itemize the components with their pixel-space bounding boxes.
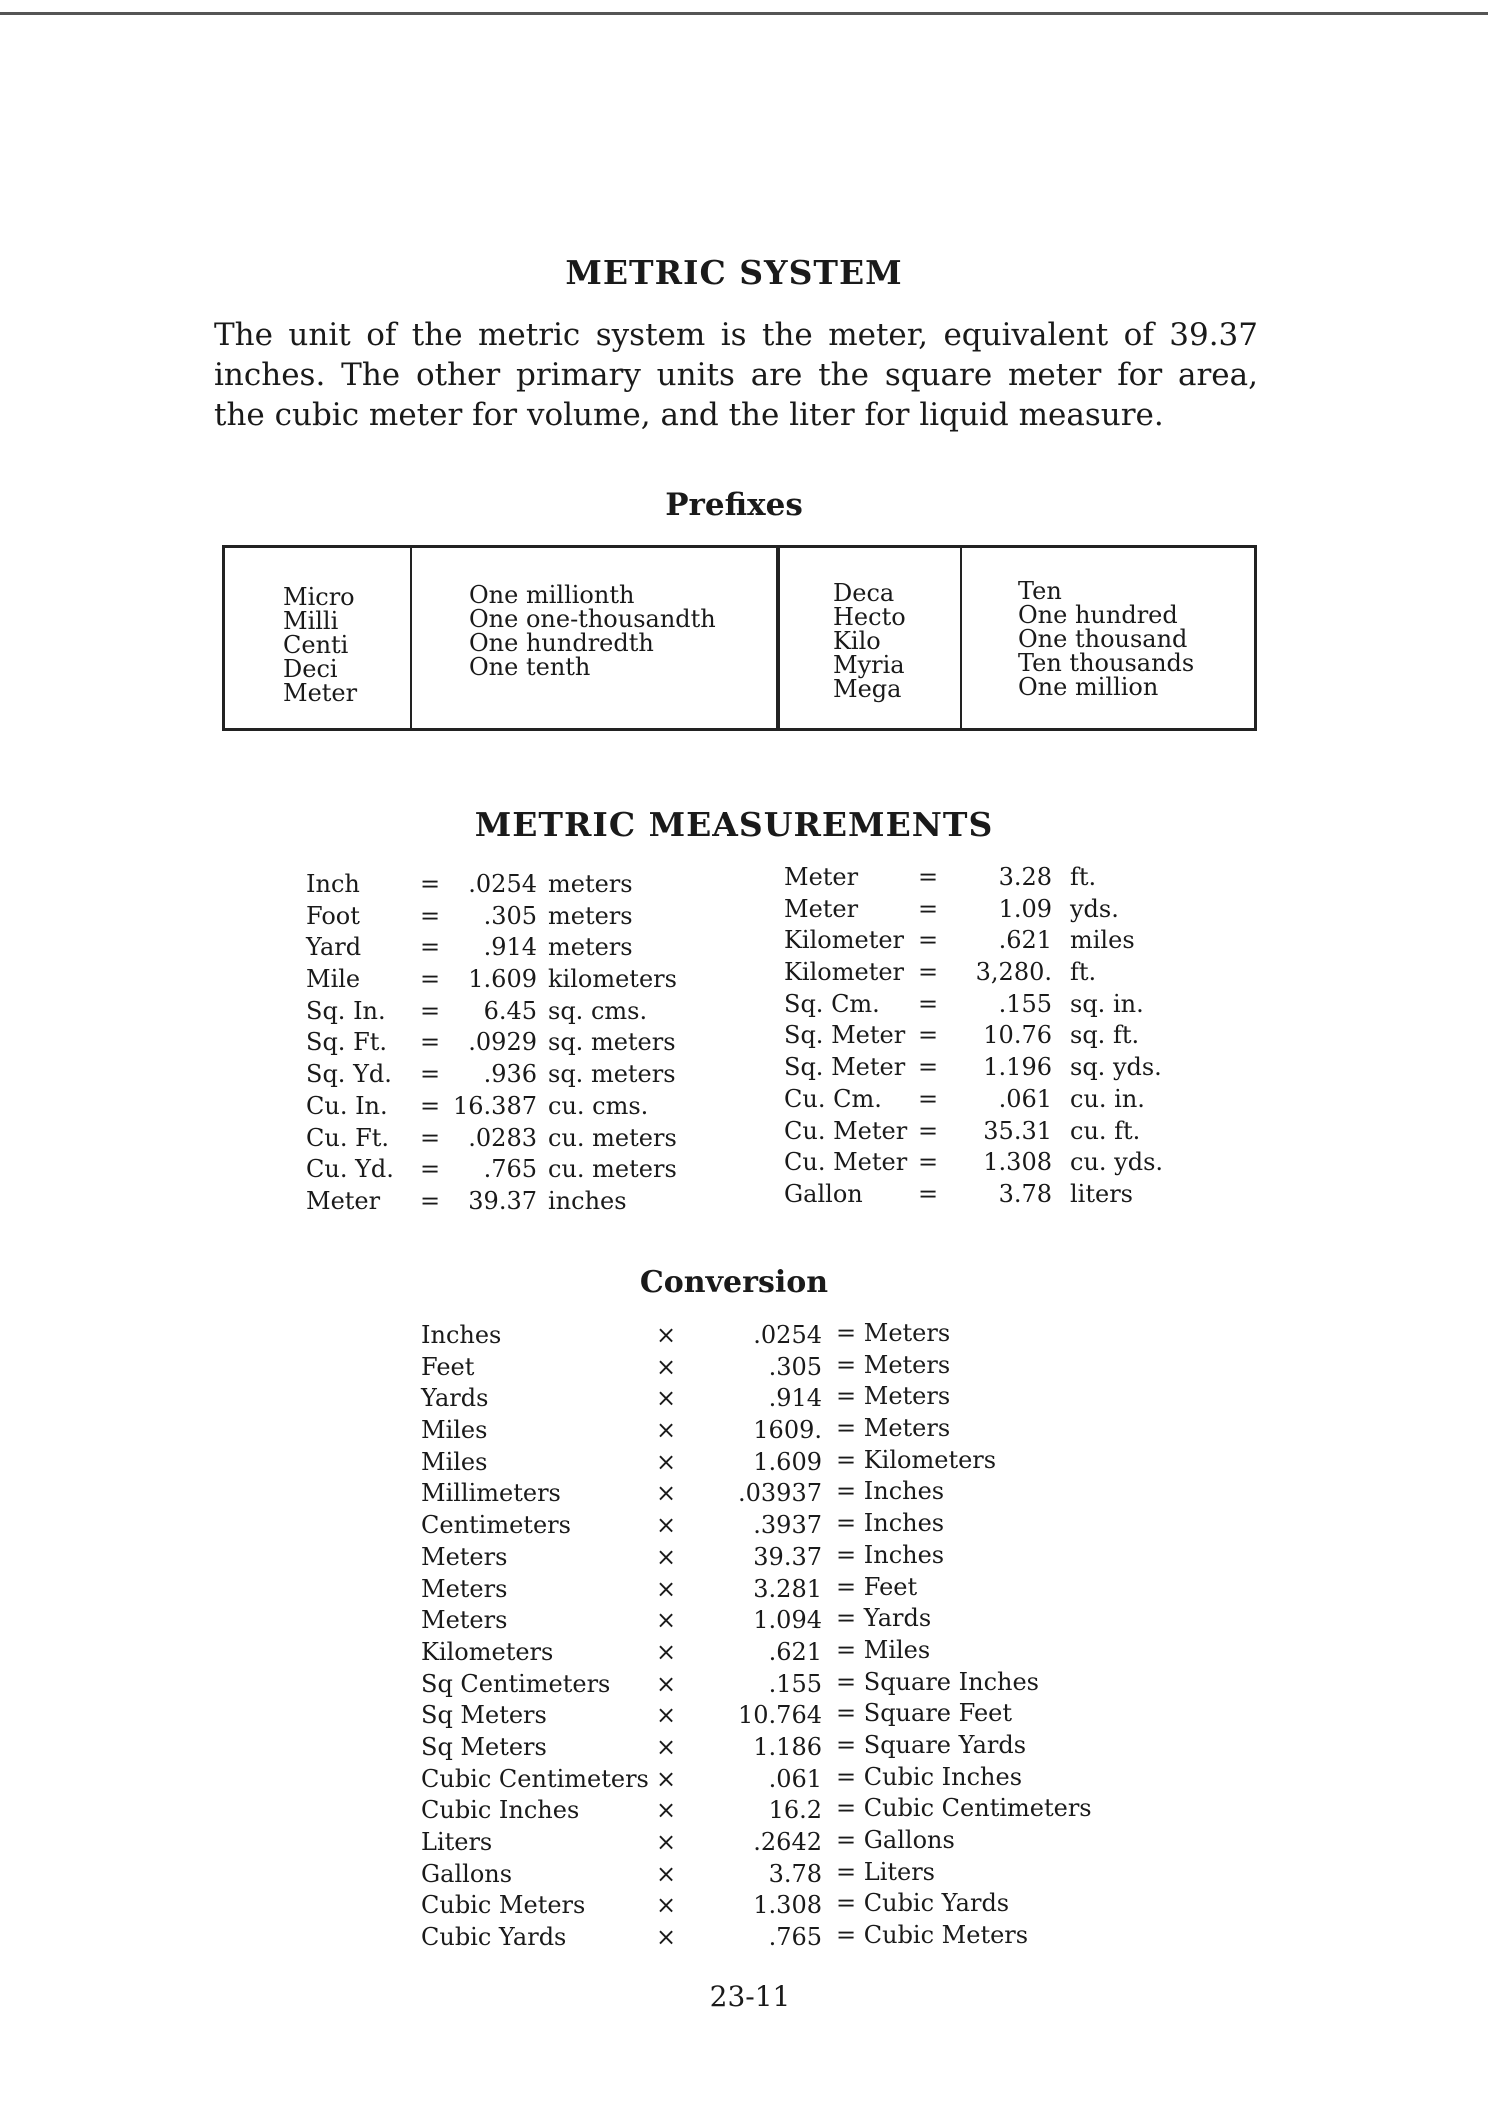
- meas-right-values: [940, 862, 1052, 1211]
- conv-to: [836, 1381, 1092, 1413]
- multiply-sign: ×: [656, 1479, 677, 1508]
- conv-factor: 1.094: [753, 1606, 822, 1635]
- meas-left-equals: [420, 869, 440, 1218]
- equals-sign: =: [836, 1857, 864, 1886]
- equals-sign: =: [836, 1540, 864, 1569]
- prefix-name: Myria: [833, 651, 905, 679]
- multiply-sign: ×: [656, 1637, 677, 1666]
- conv-factor: .3937: [753, 1511, 822, 1540]
- meas-value: 3,280.: [975, 958, 1052, 987]
- meas-value: 39.37: [468, 1186, 537, 1215]
- conv-times-column: [656, 1320, 676, 1954]
- equals-sign: =: [918, 926, 939, 955]
- conv-factor: 39.37: [753, 1542, 822, 1571]
- conv-from-column: [421, 1320, 649, 1954]
- conv-factor: 3.78: [768, 1859, 822, 1888]
- meas-target: sq. yds.: [1070, 1053, 1162, 1082]
- equals-sign: =: [918, 1116, 939, 1145]
- conv-factor: .155: [768, 1669, 822, 1698]
- meas-target: cu. yds.: [1070, 1148, 1164, 1177]
- conv-to: [836, 1730, 1092, 1762]
- equals-sign: =: [918, 989, 939, 1018]
- intro-paragraph: The unit of the metric system is the meter, equivalent of 39.37 inches. The other primary units are the square meter for area, the cubic meter for volume, and the liter for liquid measure.: [214, 317, 1258, 433]
- equals-sign: =: [420, 870, 441, 898]
- prefix-names-left: [283, 585, 357, 705]
- equals-sign: =: [420, 1123, 441, 1152]
- meas-target: cu. meters: [548, 1155, 677, 1184]
- meas-unit: Inch: [306, 870, 360, 898]
- meas-value: .061: [998, 1084, 1052, 1113]
- prefix-name: Hecto: [833, 603, 906, 631]
- equals-sign: =: [420, 965, 441, 994]
- conv-from: Cubic Yards: [421, 1923, 567, 1952]
- equals-sign: =: [918, 1021, 939, 1050]
- meas-unit: Sq. Yd.: [306, 1060, 392, 1089]
- prefix-meaning: One hundred: [1018, 601, 1178, 629]
- conv-to: [836, 1888, 1092, 1920]
- conv-to: [836, 1857, 1092, 1889]
- meas-target: cu. meters: [548, 1123, 677, 1152]
- conv-to: [836, 1572, 1092, 1604]
- conv-factor: 16.2: [768, 1796, 822, 1825]
- equals-sign: =: [836, 1889, 864, 1918]
- meas-unit: Sq. Ft.: [306, 1028, 387, 1057]
- meas-left-units: [306, 869, 394, 1218]
- meas-unit: Foot: [306, 901, 360, 930]
- prefix-name: Micro: [283, 583, 355, 611]
- meas-value: 1.09: [998, 894, 1052, 923]
- equals-sign: =: [918, 1053, 939, 1082]
- conv-target: Inches: [863, 1540, 945, 1569]
- prefix-name: Milli: [283, 607, 339, 635]
- equals-sign: =: [836, 1509, 864, 1538]
- meas-value: .914: [483, 933, 537, 962]
- conv-target: Miles: [863, 1635, 931, 1664]
- conv-factor: .914: [768, 1384, 822, 1413]
- conv-target: Meters: [863, 1414, 951, 1443]
- equals-sign: =: [836, 1794, 864, 1823]
- conv-target: Meters: [863, 1350, 951, 1379]
- meas-unit: Kilometer: [784, 958, 905, 987]
- equals-sign: =: [918, 863, 939, 891]
- conv-from: Meters: [421, 1542, 508, 1571]
- prefix-name: Meter: [283, 679, 358, 707]
- conv-factor: 1.186: [753, 1732, 822, 1761]
- prefix-name: Kilo: [833, 627, 881, 655]
- meas-value: 1.308: [983, 1148, 1052, 1177]
- meas-value: 1.609: [468, 965, 537, 994]
- meas-value: .155: [998, 989, 1052, 1018]
- conversion-heading: Conversion: [639, 1265, 829, 1300]
- multiply-sign: ×: [656, 1796, 677, 1825]
- conv-target: Cubic Centimeters: [863, 1794, 1092, 1823]
- conv-to: [836, 1318, 1092, 1350]
- multiply-sign: ×: [656, 1606, 677, 1635]
- prefix-name: Deca: [833, 579, 895, 607]
- equals-sign: =: [836, 1699, 864, 1728]
- conv-factor: .305: [768, 1352, 822, 1381]
- conv-from: Yards: [421, 1384, 489, 1413]
- meas-value: 3.28: [998, 863, 1052, 891]
- meas-target: meters: [548, 933, 633, 962]
- meas-unit: Cu. In.: [306, 1091, 388, 1120]
- conv-to: [836, 1540, 1092, 1572]
- conv-from: Cubic Centimeters: [421, 1764, 649, 1793]
- meas-unit: Meter: [784, 894, 859, 923]
- conv-to: [836, 1508, 1092, 1540]
- meas-value: .305: [483, 901, 537, 930]
- meas-target: sq. meters: [548, 1028, 676, 1057]
- conv-target: Inches: [863, 1509, 945, 1538]
- conv-to: [836, 1635, 1092, 1667]
- equals-sign: =: [918, 1179, 939, 1208]
- multiply-sign: ×: [656, 1859, 677, 1888]
- meas-unit: Sq. Cm.: [784, 989, 880, 1018]
- prefix-meaning: Ten: [1018, 577, 1062, 605]
- conv-target: Square Yards: [863, 1730, 1027, 1759]
- meas-unit: Cu. Ft.: [306, 1123, 390, 1152]
- conv-from: Gallons: [421, 1859, 513, 1888]
- conv-to: [836, 1793, 1092, 1825]
- meas-target: inches: [548, 1186, 627, 1215]
- conv-factor: .061: [768, 1764, 822, 1793]
- prefix-meanings-left: [469, 583, 716, 679]
- conv-target: Kilometers: [863, 1445, 997, 1474]
- equals-sign: =: [918, 1084, 939, 1113]
- conv-to: [836, 1698, 1092, 1730]
- meas-right-targets: [1070, 862, 1163, 1211]
- meas-target: meters: [548, 870, 633, 898]
- conv-target: Meters: [863, 1319, 951, 1347]
- conv-factor: .621: [768, 1637, 822, 1666]
- conv-from: Miles: [421, 1416, 488, 1445]
- conv-from: Miles: [421, 1447, 488, 1476]
- table-divider: [960, 548, 962, 728]
- meas-unit: Mile: [306, 965, 361, 994]
- equals-sign: =: [836, 1414, 864, 1443]
- equals-sign: =: [836, 1382, 864, 1411]
- meas-left-values: [445, 869, 537, 1218]
- meas-value: 1.196: [983, 1053, 1052, 1082]
- conv-from: Sq Meters: [421, 1732, 547, 1761]
- meas-left-targets: [548, 869, 677, 1218]
- multiply-sign: ×: [656, 1701, 677, 1730]
- multiply-sign: ×: [656, 1764, 677, 1793]
- equals-sign: =: [420, 1028, 441, 1057]
- conv-from: Cubic Inches: [421, 1796, 580, 1825]
- equals-sign: =: [836, 1604, 864, 1633]
- equals-sign: =: [420, 1155, 441, 1184]
- meas-target: sq. ft.: [1070, 1021, 1140, 1050]
- meas-value: .621: [998, 926, 1052, 955]
- multiply-sign: ×: [656, 1669, 677, 1698]
- conv-target: Meters: [863, 1382, 951, 1411]
- meas-unit: Sq. Meter: [784, 1053, 906, 1082]
- prefix-meaning: One millionth: [469, 581, 635, 609]
- equals-sign: =: [836, 1762, 864, 1791]
- conv-to: [836, 1762, 1092, 1794]
- meas-unit: Cu. Meter: [784, 1148, 908, 1177]
- multiply-sign: ×: [656, 1828, 677, 1856]
- conv-from: Cubic Meters: [421, 1891, 586, 1920]
- conv-factor: .0254: [753, 1321, 822, 1349]
- equals-sign: =: [420, 1060, 441, 1089]
- conv-factor: 1.609: [753, 1447, 822, 1476]
- conv-factor: 10.764: [738, 1701, 822, 1730]
- meas-unit: Kilometer: [784, 926, 905, 955]
- conv-to: [836, 1667, 1092, 1699]
- conv-target: Yards: [863, 1604, 932, 1633]
- page-title: METRIC SYSTEM: [565, 253, 903, 292]
- meas-unit: Gallon: [784, 1179, 863, 1208]
- conv-factor: .2642: [753, 1828, 822, 1856]
- prefix-meaning: One tenth: [469, 653, 591, 681]
- equals-sign: =: [420, 901, 441, 930]
- meas-target: cu. cms.: [548, 1091, 649, 1120]
- conv-from: Centimeters: [421, 1511, 571, 1540]
- meas-unit: Cu. Cm.: [784, 1084, 882, 1113]
- conv-from: Millimeters: [421, 1479, 561, 1508]
- equals-sign: =: [836, 1730, 864, 1759]
- conv-from: Meters: [421, 1606, 508, 1635]
- equals-sign: =: [836, 1319, 864, 1347]
- meas-unit: Sq. In.: [306, 996, 386, 1025]
- conv-target: Square Feet: [863, 1699, 1013, 1728]
- prefix-meaning: One one-thousandth: [469, 605, 716, 633]
- prefix-names-right: [833, 581, 906, 701]
- meas-value: .0254: [468, 870, 537, 898]
- conv-factor-column: [680, 1320, 822, 1954]
- conv-target: Cubic Meters: [863, 1921, 1029, 1950]
- page-number: 23-11: [709, 1980, 791, 2013]
- conv-factor: .765: [768, 1923, 822, 1952]
- conv-to: [836, 1350, 1092, 1382]
- conv-from: Feet: [421, 1352, 475, 1381]
- prefix-meanings-right: [1018, 579, 1194, 699]
- equals-sign: =: [836, 1826, 864, 1854]
- meas-right-equals: [918, 862, 938, 1211]
- meas-target: sq. cms.: [548, 996, 648, 1025]
- multiply-sign: ×: [656, 1352, 677, 1381]
- meas-value: .765: [483, 1155, 537, 1184]
- meas-target: yds.: [1070, 894, 1119, 923]
- conv-to: [836, 1476, 1092, 1508]
- conv-target: Cubic Yards: [863, 1889, 1010, 1918]
- prefix-meaning: One thousand: [1018, 625, 1188, 653]
- meas-value: 6.45: [483, 996, 537, 1025]
- conv-to: [836, 1413, 1092, 1445]
- conv-to: [836, 1825, 1092, 1857]
- equals-sign: =: [918, 1148, 939, 1177]
- conv-from: Sq Meters: [421, 1701, 547, 1730]
- prefixes-heading: Prefixes: [665, 487, 803, 523]
- multiply-sign: ×: [656, 1542, 677, 1571]
- conv-from: Inches: [421, 1321, 502, 1349]
- meas-unit: Cu. Meter: [784, 1116, 908, 1145]
- conv-factor: 1.308: [753, 1891, 822, 1920]
- conv-to-column: [836, 1318, 1092, 1952]
- prefix-name: Mega: [833, 675, 902, 703]
- conv-target: Feet: [863, 1572, 918, 1601]
- equals-sign: =: [420, 1186, 441, 1215]
- multiply-sign: ×: [656, 1891, 677, 1920]
- top-rule: [0, 12, 1488, 15]
- conv-factor: 3.281: [753, 1574, 822, 1603]
- conv-to: [836, 1920, 1092, 1952]
- conv-factor: 1609.: [753, 1416, 822, 1445]
- conv-target: Cubic Inches: [863, 1762, 1023, 1791]
- equals-sign: =: [836, 1445, 864, 1474]
- prefixes-table: [222, 545, 1257, 731]
- conv-from: Kilometers: [421, 1637, 554, 1666]
- multiply-sign: ×: [656, 1574, 677, 1603]
- prefix-name: Deci: [283, 655, 338, 683]
- equals-sign: =: [836, 1921, 864, 1950]
- conv-to: [836, 1603, 1092, 1635]
- prefix-name: Centi: [283, 631, 349, 659]
- meas-target: meters: [548, 901, 633, 930]
- meas-target: liters: [1070, 1179, 1133, 1208]
- equals-sign: =: [836, 1350, 864, 1379]
- multiply-sign: ×: [656, 1416, 677, 1445]
- equals-sign: =: [836, 1572, 864, 1601]
- conv-target: Inches: [863, 1477, 945, 1506]
- meas-unit: Sq. Meter: [784, 1021, 906, 1050]
- meas-value: .0283: [468, 1123, 537, 1152]
- table-divider: [776, 548, 780, 728]
- meas-value: 3.78: [998, 1179, 1052, 1208]
- meas-target: sq. meters: [548, 1060, 676, 1089]
- prefix-meaning: One hundredth: [469, 629, 654, 657]
- multiply-sign: ×: [656, 1511, 677, 1540]
- equals-sign: =: [420, 933, 441, 962]
- conv-to: [836, 1445, 1092, 1477]
- meas-target: miles: [1070, 926, 1135, 955]
- equals-sign: =: [836, 1477, 864, 1506]
- equals-sign: =: [918, 958, 939, 987]
- conv-from: Liters: [421, 1828, 493, 1856]
- conv-from: Meters: [421, 1574, 508, 1603]
- meas-unit: Cu. Yd.: [306, 1155, 394, 1184]
- table-divider: [410, 548, 412, 728]
- equals-sign: =: [836, 1667, 864, 1696]
- meas-value: 10.76: [983, 1021, 1052, 1050]
- meas-unit: Yard: [306, 933, 362, 962]
- meas-value: .0929: [468, 1028, 537, 1057]
- meas-unit: Meter: [306, 1186, 381, 1215]
- meas-value: .936: [483, 1060, 537, 1089]
- equals-sign: =: [420, 996, 441, 1025]
- meas-target: sq. in.: [1070, 989, 1144, 1018]
- conv-from: Sq Centimeters: [421, 1669, 611, 1698]
- equals-sign: =: [420, 1091, 441, 1120]
- multiply-sign: ×: [656, 1732, 677, 1761]
- conv-target: Gallons: [863, 1826, 955, 1854]
- meas-target: cu. ft.: [1070, 1116, 1141, 1145]
- multiply-sign: ×: [656, 1384, 677, 1413]
- meas-value: 16.387: [453, 1091, 537, 1120]
- meas-unit: Meter: [784, 863, 859, 891]
- meas-target: ft.: [1070, 958, 1097, 987]
- conv-target: Liters: [863, 1857, 935, 1886]
- measurements-heading: METRIC MEASUREMENTS: [474, 805, 994, 844]
- conv-factor: .03937: [738, 1479, 822, 1508]
- prefix-meaning: One million: [1018, 673, 1159, 701]
- multiply-sign: ×: [656, 1321, 677, 1349]
- conv-target: Square Inches: [863, 1667, 1039, 1696]
- equals-sign: =: [918, 894, 939, 923]
- meas-target: kilometers: [548, 965, 677, 994]
- meas-value: 35.31: [983, 1116, 1052, 1145]
- equals-sign: =: [836, 1635, 864, 1664]
- multiply-sign: ×: [656, 1447, 677, 1476]
- meas-target: cu. in.: [1070, 1084, 1145, 1113]
- meas-right-units: [784, 862, 907, 1211]
- meas-target: ft.: [1070, 863, 1097, 891]
- multiply-sign: ×: [656, 1923, 677, 1952]
- prefix-meaning: Ten thousands: [1018, 649, 1195, 677]
